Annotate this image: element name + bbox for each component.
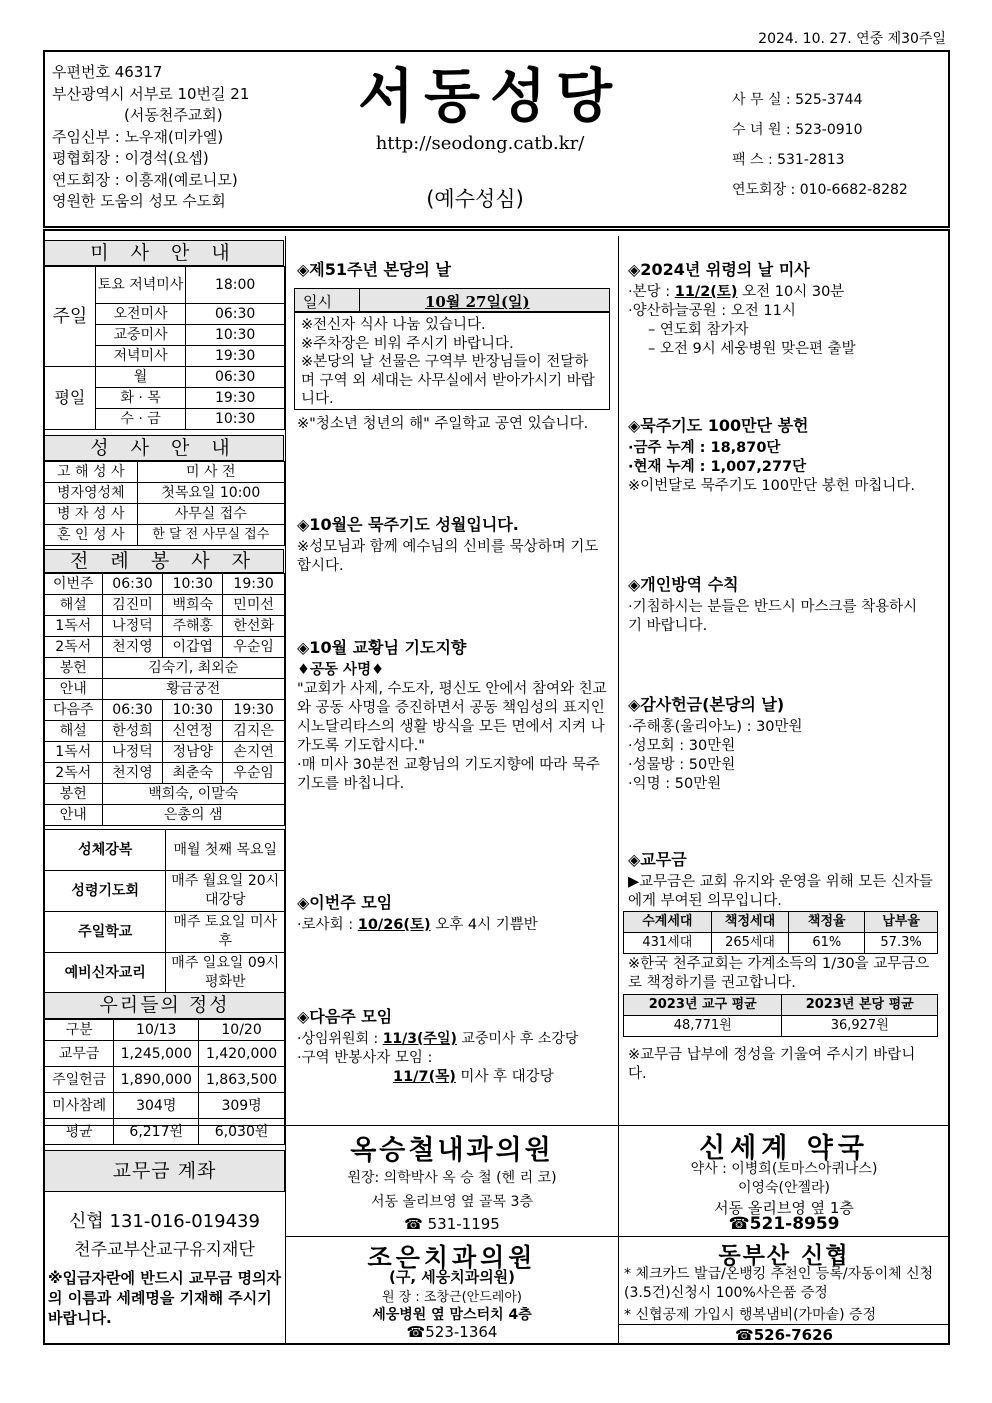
name-cell: 은총의 샘 (102, 805, 284, 826)
time-cell: 06:30 (102, 700, 163, 721)
postal-code: 우편번호 46317 (52, 63, 163, 81)
article-title: ◈10월 교황님 기도지향 (297, 638, 467, 657)
value-cell: 48,771원 (624, 1016, 782, 1037)
article-anniversary (297, 260, 613, 283)
pastor: 주임신부 : 노우재(미카엘) (52, 127, 224, 146)
anniversary-date: 10월 27일(일) (425, 293, 530, 311)
role-cell: 해설 (45, 595, 103, 616)
sacrament-value: 사무실 접수 (137, 504, 284, 525)
meeting-date: 10/26(토) (357, 917, 431, 933)
article-title: ◈제51주년 본당의 날 (297, 260, 451, 279)
name-cell: 이갑엽 (163, 637, 223, 658)
current-total: ·현재 누계 : 1,007,277단 (628, 459, 807, 475)
article-title: ◈개인방역 수칙 (628, 575, 739, 594)
ad-pharmacy-name: 신세계 약국 (699, 1133, 869, 1164)
tithe-note: ※한국 천주교회는 가계소득의 1/30을 교무금으로 책정하기를 권고합니다. (628, 956, 930, 991)
article-quarantine (628, 575, 928, 636)
sacrament-value: 한 달 전 사무실 접수 (137, 525, 284, 546)
tithe-intro: ▶교무금은 교회 유지와 운영을 위해 모든 신자들에게 부여된 의무입니다. (628, 874, 933, 909)
role-cell: 해설 (45, 721, 103, 742)
value-cell: 1,245,000 (114, 1041, 199, 1067)
ad-pharmacy-pharmacist2: 이영숙(안젤라) (737, 1180, 831, 1196)
left-divider (44, 1150, 285, 1151)
schedule-item: 성령기도회 (45, 871, 166, 912)
sat-mass: 토요 저녁미사 (95, 267, 186, 304)
col-header: 10/13 (114, 1020, 199, 1041)
role-cell: 봉헌 (45, 784, 103, 805)
meeting-name: ·구역 반봉사자 모임 : (297, 1050, 433, 1066)
schedule-time: 매주 토요일 미사 후 (166, 912, 285, 953)
value-cell: 36,927원 (782, 1016, 938, 1037)
donor-line: ·성모회 : 30만원 (628, 738, 736, 754)
article-pope-intention (297, 638, 607, 794)
servers-title: 전 례 봉 사 자 (44, 549, 284, 573)
meeting-detail: 교중미사 후 소강당 (456, 1031, 579, 1047)
name-cell: 민미선 (223, 595, 285, 616)
yeondo-head: 연도회장 : 이흥재(예로니모) (52, 170, 238, 189)
tithe-note: ※교무금 납부에 정성을 기울여 주시기 바랍니다. (628, 1047, 916, 1082)
schedule-time: 매주 일요일 09시 평화반 (166, 953, 285, 994)
sacrament-row: 병자영성체 (45, 483, 138, 504)
weekly-total: ·금주 누계 : 18,870단 (628, 440, 781, 456)
evening-mass: 저녁미사 (95, 346, 186, 367)
meeting-date: 11/3(주일) (382, 1031, 457, 1047)
name-cell: 신연정 (163, 721, 223, 742)
sacrament-table (44, 461, 285, 546)
value-cell: 304명 (114, 1093, 199, 1119)
sunday-label: 주일 (45, 267, 96, 367)
time-cell: 06:30 (102, 574, 163, 595)
row-label: 평균 (45, 1119, 114, 1145)
account-note: ※입금자란에 반드시 교무금 명의자의 이름과 세례명을 기재해 주시기 바랍니다. (48, 1269, 282, 1327)
col-header: 10/20 (199, 1020, 285, 1041)
article-rosary-month (297, 515, 607, 576)
tithe-stats-table (623, 911, 938, 954)
page-title: 서동성당 (357, 62, 623, 130)
ad-dental-name: 조은치과의원 (367, 1243, 537, 1272)
schedule-item: 성체강복 (45, 830, 166, 871)
value-cell: 61% (789, 933, 865, 954)
mass-date: 11/2(토) (674, 284, 738, 300)
donor-line: ·성물방 : 50만원 (628, 757, 736, 773)
name-cell: 손지연 (223, 742, 285, 763)
donor-line: ·주해홍(울리아노) : 30만원 (628, 719, 803, 735)
name-cell: 주해홍 (163, 616, 223, 637)
article-title: ◈10월은 묵주기도 성월입니다. (297, 515, 519, 534)
meeting-name: ·상임위원회 : (297, 1031, 383, 1047)
schedule-time: 매월 첫째 목요일 (166, 830, 285, 871)
donor-line: ·익명 : 50만원 (628, 776, 722, 792)
article-title: ◈교무금 (628, 850, 687, 869)
morning-mass: 오전미사 (95, 304, 186, 325)
article-line: ·기침하시는 분들은 반드시 마스크를 착용하시기 바랍니다. (628, 599, 918, 634)
parish-info (52, 62, 249, 213)
ad-pharmacy-pharmacist: 약사 : 이병희(토마스아퀴나스) (690, 1161, 878, 1177)
mass-time: 오전 10시 30분 (737, 284, 845, 300)
article-line: – 연도회 참가자 (648, 322, 749, 338)
value-cell: 57.3% (865, 933, 938, 954)
schedule-table (44, 829, 285, 994)
name-cell: 김진미 (102, 595, 163, 616)
article-thanks-offering (628, 695, 928, 794)
col-header: 납부율 (865, 912, 938, 933)
name-cell: 우순임 (223, 763, 285, 784)
tithe-average-table (623, 994, 938, 1037)
time-cell: 19:30 (223, 700, 285, 721)
article-title: ◈감사헌금(본당의 날) (628, 695, 785, 714)
role-cell: 안내 (45, 679, 103, 700)
convent-phone: 수 녀 원 : 523-0910 (732, 122, 863, 138)
note-line: ※전신자 식사 나눔 있습니다. (301, 317, 486, 333)
name-cell: 최춘숙 (163, 763, 223, 784)
website-link[interactable]: http://seodong.catb.kr/ (375, 133, 585, 154)
sacrament-row: 병 자 성 사 (45, 504, 138, 525)
issue-date: 2024. 10. 27. 연중 제30주일 (758, 31, 946, 47)
name-cell: 황금궁전 (102, 679, 284, 700)
mon-time: 06:30 (186, 367, 285, 388)
divider-right (618, 236, 619, 1126)
mon: 월 (95, 367, 186, 388)
office-phone: 사 무 실 : 525-3744 (732, 92, 863, 108)
value-cell: 1,890,000 (114, 1067, 199, 1093)
contact-info (732, 85, 908, 205)
article-title: ◈2024년 위령의 날 미사 (628, 260, 810, 279)
name-cell: 천지영 (102, 637, 163, 658)
name-cell: 정남양 (163, 742, 223, 763)
ad-credit-union-phone: ☎526-7626 (735, 1326, 833, 1344)
name-cell: 나정덕 (102, 742, 163, 763)
offerings-table (44, 1019, 285, 1145)
high-mass-time: 10:30 (186, 325, 285, 346)
value-cell: 1,863,500 (199, 1067, 285, 1093)
col-header: 2023년 본당 평균 (782, 995, 938, 1016)
article-this-week (297, 893, 613, 935)
ad-clinic-director: 원장: 의학박사 옥 승 철 (헨 리 코) (347, 1170, 557, 1186)
value-cell: 6,030원 (199, 1119, 285, 1145)
name-cell: 나정덕 (102, 616, 163, 637)
intention-quote: "교회가 사제, 수도자, 평신도 안에서 참여와 친교와 공동 사명을 증진하면서 공동 책임성의 표지인 시노달리타스의 생활 방식을 모든 면에서 지켜 나가도록 기도합시다." (297, 681, 607, 754)
article-all-souls (628, 260, 943, 359)
high-mass: 교중미사 (95, 325, 186, 346)
council-head: 평협회장 : 이경석(요셉) (52, 149, 209, 167)
mass-place: ·본당 : (628, 284, 675, 300)
meeting-date: 11/7(목) (393, 1069, 456, 1085)
article-line: ·양산하늘공원 : 오전 11시 (628, 303, 796, 319)
tue-thu-time: 19:30 (186, 388, 285, 409)
row-label: 교무금 (45, 1041, 114, 1067)
article-line: ※이번달로 묵주기도 100만단 봉헌 마칩니다. (628, 478, 915, 494)
row-label: 주일헌금 (45, 1067, 114, 1093)
name-cell: 천지영 (102, 763, 163, 784)
name-cell: 한선화 (223, 616, 285, 637)
value-cell: 431세대 (624, 933, 712, 954)
servers-table (44, 573, 285, 826)
name-cell: 한성희 (102, 721, 163, 742)
ad-pharmacy-phone: ☎521-8959 (728, 1214, 840, 1234)
anniversary-notes (294, 312, 610, 410)
sat-mass-time: 18:00 (186, 267, 285, 304)
time-cell: 10:30 (163, 700, 223, 721)
meeting-name: ·로사회 : (297, 917, 358, 933)
role-cell: 1독서 (45, 742, 103, 763)
name-cell: 백희숙, 이말숙 (102, 784, 284, 805)
note-line: ※본당의 날 선물은 구역부 반장님들이 전달하며 구역 외 세대는 사무실에서 받아가시기 바랍니다. (301, 354, 595, 407)
youth-note: ※"청소년 청년의 해" 주일학교 공연 있습니다. (297, 416, 589, 432)
wed-fri-time: 10:30 (186, 409, 285, 430)
sacrament-value: 첫목요일 10:00 (137, 483, 284, 504)
meeting-detail: 오후 4시 기쁨반 (430, 917, 538, 933)
value-cell: 265세대 (711, 933, 789, 954)
ad-dental-former: (구, 세웅치과의원) (388, 1268, 516, 1286)
schedule-item: 예비신자교리 (45, 953, 166, 994)
article-sub: ♦공동 사명♦ (297, 662, 385, 678)
mass-title: 미 사 안 내 (44, 240, 284, 266)
account-title: 교무금 계좌 (44, 1150, 285, 1192)
this-week-label: 이번주 (45, 574, 103, 595)
ad-clinic-address: 서동 올리브영 옆 골목 3층 (371, 1194, 533, 1210)
ad-pharmacy-address: 서동 올리브영 옆 1층 (714, 1199, 854, 1217)
ad-dental-address: 세웅병원 옆 맘스터치 4층 (372, 1307, 532, 1323)
date-divider (359, 289, 360, 311)
col-header: 수계세대 (624, 912, 712, 933)
divider-left (285, 236, 286, 1126)
meeting-detail: 미사 후 대강당 (455, 1069, 554, 1085)
article-rosary-million (628, 416, 928, 496)
time-cell: 10:30 (163, 574, 223, 595)
sacrament-title: 성 사 안 내 (44, 435, 284, 461)
sacrament-row: 고 해 성 사 (45, 462, 138, 483)
value-cell: 309명 (199, 1093, 285, 1119)
article-next-week (297, 1007, 615, 1087)
tue-thu: 화 · 목 (95, 388, 186, 409)
article-title: ◈이번주 모임 (297, 893, 393, 912)
sacrament-row: 혼 인 성 사 (45, 525, 138, 546)
wed-fri: 수 · 금 (95, 409, 186, 430)
weekday-label: 평일 (45, 367, 96, 430)
article-title: ◈다음주 모임 (297, 1007, 393, 1026)
col-header: 2023년 교구 평균 (624, 995, 782, 1016)
note-line: ※주차장은 비워 주시기 바랍니다. (301, 335, 514, 352)
name-cell: 김지은 (223, 721, 285, 742)
name-cell: 우순임 (223, 637, 285, 658)
schedule-item: 주일학교 (45, 912, 166, 953)
role-cell: 2독서 (45, 763, 103, 784)
fax: 팩 스 : 531-2813 (732, 152, 845, 168)
convent: 영원한 도움의 성모 수도회 (52, 192, 226, 210)
date-label: 일시 (303, 293, 332, 311)
value-cell: 1,420,000 (199, 1041, 285, 1067)
time-cell: 19:30 (223, 574, 285, 595)
next-week-label: 다음주 (45, 700, 103, 721)
feast-subtitle: (예수성심) (426, 187, 524, 211)
ad-clinic-phone: ☎ 531-1195 (404, 1215, 500, 1233)
ad-credit-union-name: 동부산 신협 (718, 1243, 850, 1269)
address: 부산광역시 서부로 10번길 21 (52, 84, 250, 103)
role-cell: 2독서 (45, 637, 103, 658)
ad-credit-union-offer2: * 신협공제 가입시 행복냄비(가마솥) 증정 (624, 1307, 877, 1323)
ad-dental-phone: ☎523-1364 (406, 1323, 498, 1341)
offerings-title: 우리들의 정성 (44, 992, 285, 1019)
name-cell: 김숙기, 최외순 (102, 658, 284, 679)
evening-mass-time: 19:30 (186, 346, 285, 367)
parish-alias: (서동천주교회) (124, 106, 223, 124)
account-holder: 천주교부산교구유지재단 (74, 1240, 255, 1260)
col-header: 책정율 (789, 912, 865, 933)
ad-credit-union-offer: * 체크카드 발급/온뱅킹 추천인 등록/자동이체 신청(3.5건)신청시 100%사은품 증정 (624, 1266, 934, 1301)
ad-dental-director: 원 장 : 조창근(안드레아) (382, 1290, 522, 1305)
article-line: ※성모님과 함께 예수님의 신비를 묵상하며 기도합시다. (297, 539, 599, 574)
anniversary-date-bar (294, 288, 610, 312)
article-tithe (628, 850, 940, 911)
article-title: ◈묵주기도 100만단 봉헌 (628, 416, 809, 435)
row-label: 미사참례 (45, 1093, 114, 1119)
role-cell: 안내 (45, 805, 103, 826)
account-number: 신협 131-016-019439 (69, 1211, 260, 1232)
col-header: 구분 (45, 1020, 114, 1041)
mass-table (44, 266, 285, 430)
article-line: – 오전 9시 세웅병원 맞은편 출발 (648, 341, 856, 357)
schedule-time: 매주 월요일 20시 대강당 (166, 871, 285, 912)
col-header: 책정세대 (711, 912, 789, 933)
name-cell: 백희숙 (163, 595, 223, 616)
sacrament-value: 미 사 전 (137, 462, 284, 483)
role-cell: 1독서 (45, 616, 103, 637)
role-cell: 봉헌 (45, 658, 103, 679)
value-cell: 6,217원 (114, 1119, 199, 1145)
yeondo-phone: 연도회장 : 010-6682-8282 (732, 182, 908, 198)
morning-mass-time: 06:30 (186, 304, 285, 325)
ad-clinic-name: 옥승철내과의원 (350, 1135, 554, 1166)
ad-divider (619, 1324, 949, 1325)
intention-note: ·매 미사 30분전 교황님의 기도지향에 따라 묵주기도를 바칩니다. (297, 757, 600, 792)
